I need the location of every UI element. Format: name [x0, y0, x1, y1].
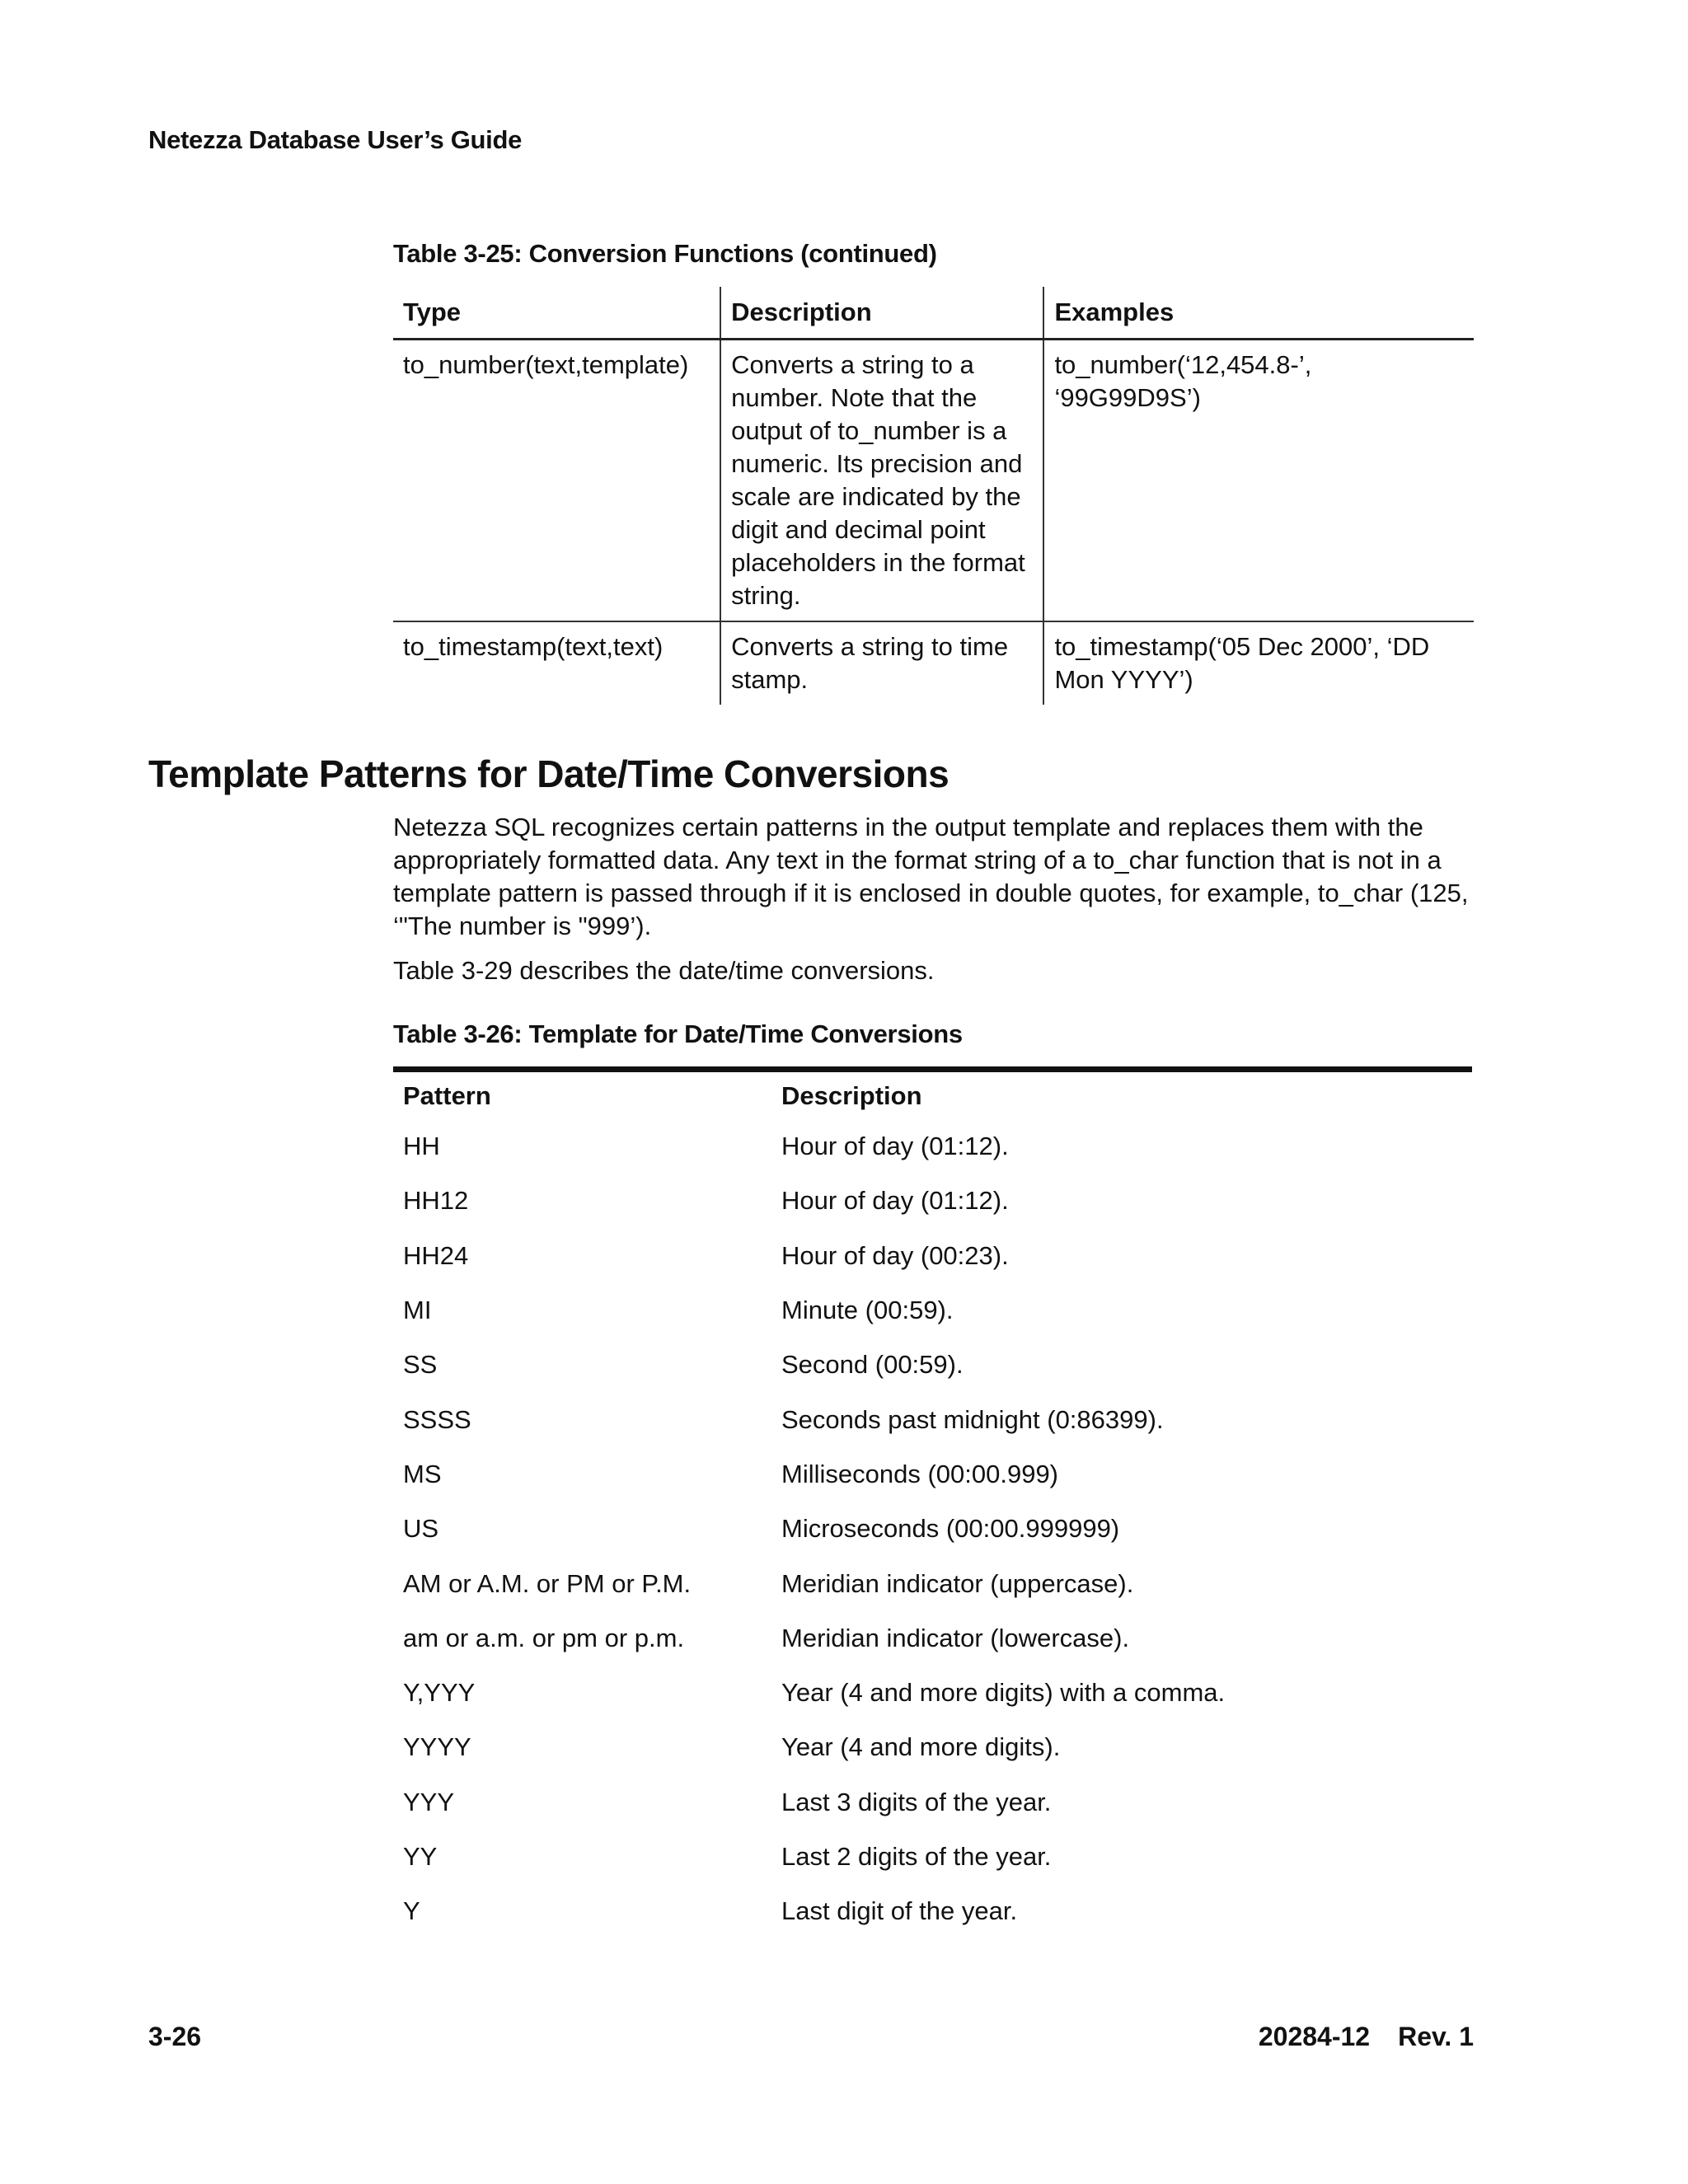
column-header-type: Type: [393, 287, 720, 340]
function-type-cell: to_number(text,template): [393, 340, 720, 622]
function-type-cell: to_timestamp(text,text): [403, 632, 663, 661]
table-row: [393, 1884, 1472, 1938]
pattern-description-cell: Second (00:59).: [781, 1350, 964, 1380]
pattern-cell: YY: [403, 1842, 438, 1871]
pattern-cell: YYY: [403, 1787, 455, 1816]
table-row: [393, 1830, 1472, 1884]
table-caption-conversion-functions: Table 3-25: Conversion Functions (continued): [393, 239, 937, 268]
pattern-cell: HH: [403, 1132, 440, 1161]
table-row: [393, 1392, 1472, 1446]
document-id: 20284-12: [1258, 2022, 1371, 2051]
pattern-description-cell: Hour of day (01:12).: [781, 1186, 1009, 1216]
column-header-examples: Examples: [1043, 287, 1474, 340]
table-header-row: [393, 1070, 1472, 1120]
table-row: [393, 1556, 1472, 1610]
function-example-cell: to_number(‘12,454.8-’, ‘99G99D9S’): [1043, 340, 1474, 622]
column-header-description: Description: [781, 1080, 922, 1110]
pattern-description-cell: Seconds past midnight (0:86399).: [781, 1404, 1164, 1434]
table-row: [393, 1283, 1472, 1338]
pattern-cell: YYYY: [403, 1732, 471, 1762]
pattern-cell: SSSS: [403, 1404, 471, 1434]
document-number: [1259, 2022, 1474, 2052]
pattern-cell: SS: [403, 1350, 438, 1380]
conversion-functions-table: [393, 287, 1474, 705]
pattern-description-cell: Hour of day (01:12).: [781, 1132, 1009, 1161]
pattern-cell: AM or A.M. or PM or P.M.: [403, 1568, 692, 1598]
table-row: [393, 1174, 1472, 1228]
pattern-cell: am or a.m. or pm or p.m.: [403, 1623, 685, 1652]
table-header-row: [393, 287, 1474, 340]
body-paragraph-reference: Table 3-29 describes the date/time conversions.: [393, 956, 935, 985]
function-description-cell: Converts a string to a number. Note that the output of to_number is a numeric. Its precision and scale are indicated by the digit and decimal point placeholders in the format string.: [720, 340, 1043, 622]
pattern-description-cell: Hour of day (00:23).: [781, 1240, 1009, 1270]
pattern-description-cell: Last 2 digits of the year.: [781, 1842, 1052, 1871]
running-header: Netezza Database User’s Guide: [148, 125, 523, 154]
section-heading: Template Patterns for Date/Time Conversions: [148, 752, 950, 795]
pattern-cell: Y,YYY: [403, 1678, 476, 1708]
date-time-template-table: [393, 1066, 1472, 1938]
pattern-description-cell: Meridian indicator (lowercase).: [781, 1623, 1130, 1652]
table-row: [393, 621, 1474, 705]
pattern-description-cell: Minute (00:59).: [781, 1296, 954, 1325]
pattern-description-cell: Last digit of the year.: [781, 1896, 1018, 1926]
pattern-cell: Y: [403, 1896, 420, 1926]
table-row: [393, 1338, 1472, 1392]
pattern-description-cell: Year (4 and more digits).: [781, 1732, 1061, 1762]
pattern-cell: MI: [403, 1296, 432, 1325]
pattern-description-cell: Milliseconds (00:00.999): [781, 1459, 1059, 1488]
table-row: [393, 1447, 1472, 1502]
pattern-cell: HH12: [403, 1186, 469, 1216]
function-description-cell: Converts a string to time stamp.: [720, 621, 1043, 705]
table-row: [393, 1775, 1472, 1830]
table-row: [393, 1119, 1472, 1174]
pattern-cell: HH24: [403, 1240, 469, 1270]
table-row: [393, 340, 1474, 622]
table-row: [393, 1229, 1472, 1283]
pattern-cell: MS: [403, 1459, 442, 1488]
pattern-description-cell: Year (4 and more digits) with a comma.: [781, 1678, 1226, 1708]
table-row: [393, 1611, 1472, 1666]
document-revision: Rev. 1: [1398, 2022, 1474, 2051]
pattern-description-cell: Meridian indicator (uppercase).: [781, 1568, 1134, 1598]
pattern-description-cell: Microseconds (00:00.999999): [781, 1514, 1120, 1544]
body-paragraph: Netezza SQL recognizes certain patterns in the output template and replaces them with the appropriately formatted data. Any text in the format string of a to_char function that is not in a template pattern is passed through if it is enclosed in double quotes, for example, to_char (125, ‘"The number is "999’).: [393, 813, 1469, 940]
table-caption-date-time-template: Table 3-26: Template for Date/Time Conversions: [393, 1019, 963, 1048]
function-example-cell: to_timestamp(‘05 Dec 2000’, ‘DD Mon YYYY’): [1043, 621, 1474, 705]
pattern-description-cell: Last 3 digits of the year.: [781, 1787, 1052, 1816]
table-row: [393, 1666, 1472, 1720]
pattern-cell: US: [403, 1514, 439, 1544]
page-number: 3-26: [148, 2022, 202, 2051]
table-row: [393, 1720, 1472, 1774]
table-row: [393, 1502, 1472, 1556]
column-header-pattern: Pattern: [403, 1080, 491, 1110]
column-header-description: Description: [720, 287, 1043, 340]
